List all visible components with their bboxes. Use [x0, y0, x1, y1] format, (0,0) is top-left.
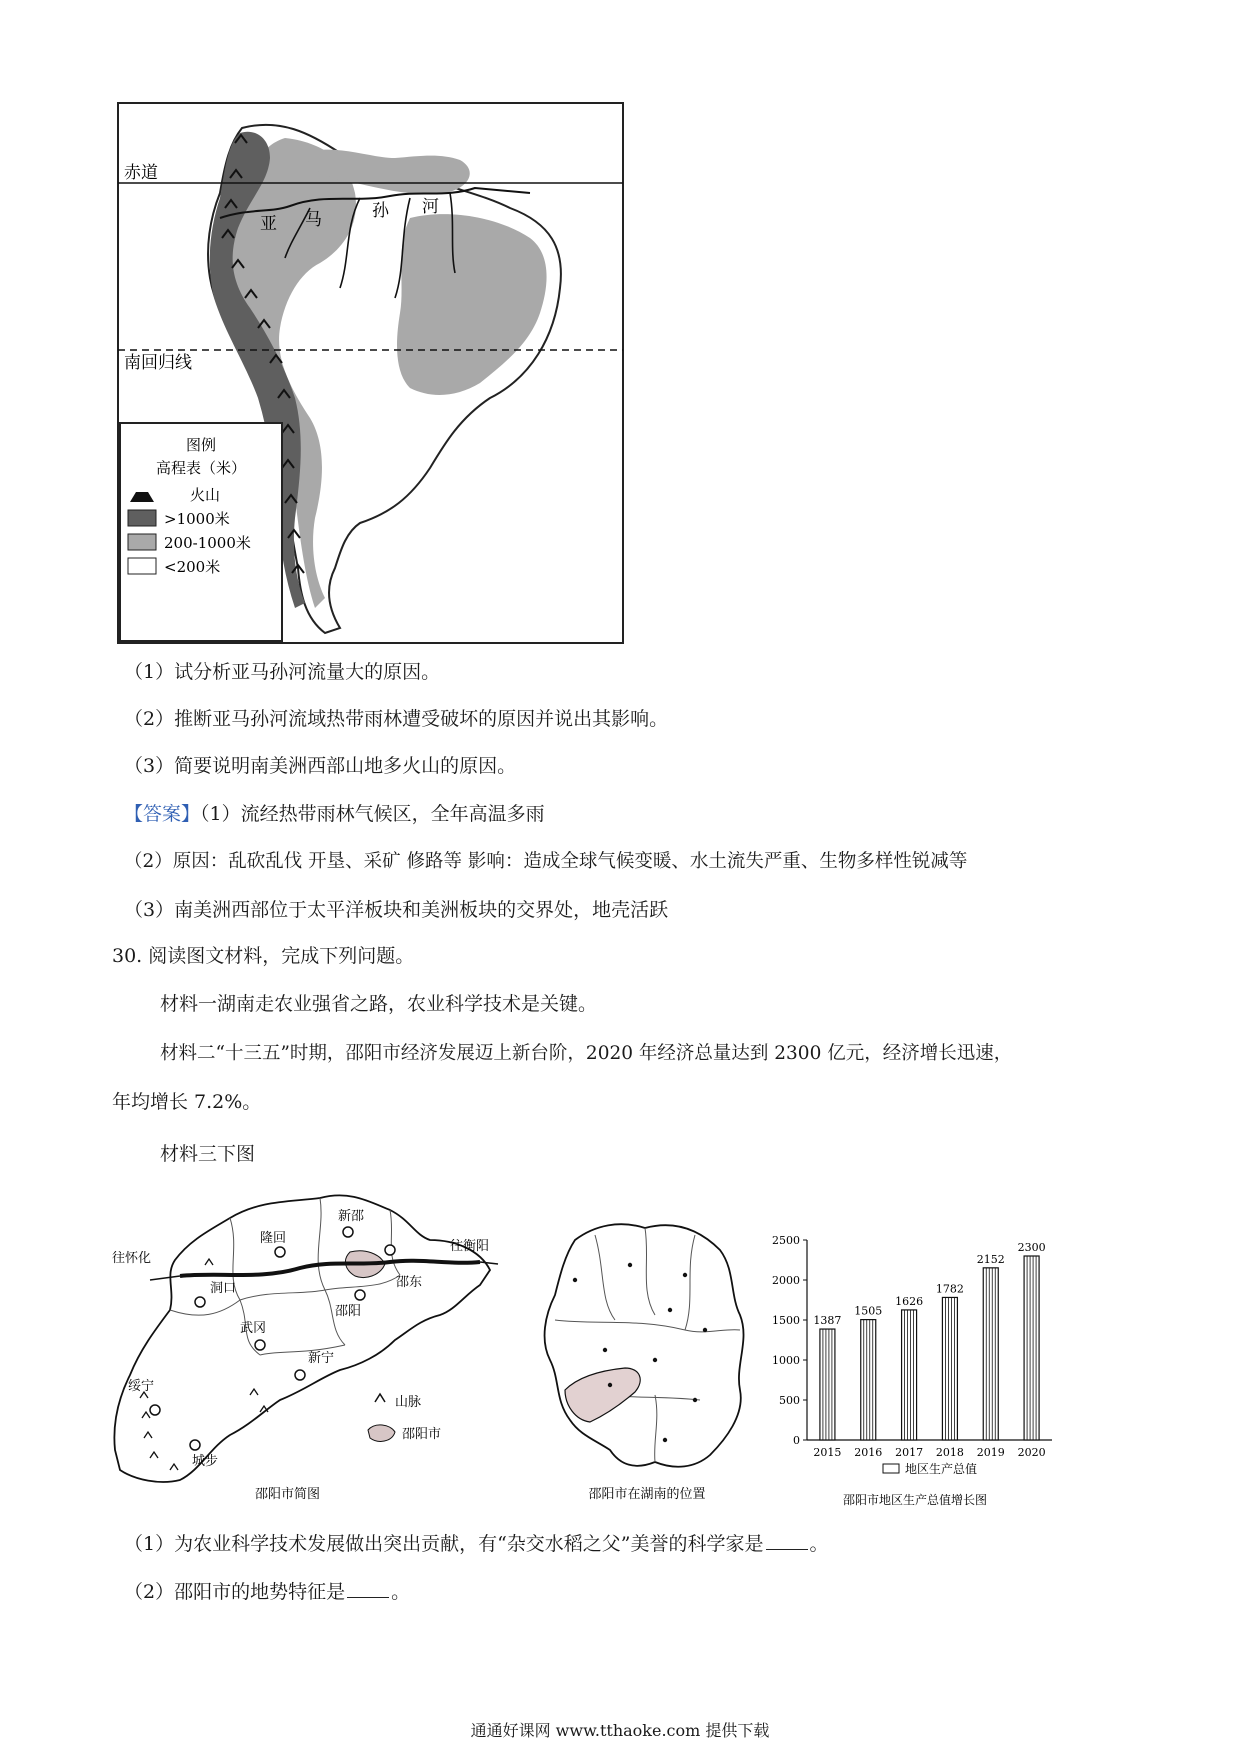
bar — [820, 1329, 835, 1440]
bar — [902, 1310, 917, 1440]
q30-material-3: 材料三下图 — [160, 1143, 256, 1165]
to-hengyang: 往衡阳 — [450, 1239, 490, 1254]
q30-material-2b: 年均增长 7.2%。 — [112, 1091, 262, 1113]
answer-29-line-2: （2）原因：乱砍乱伐 开垦、采矿 修路等 影响：造成全球气候变暖、水土流失严重、生物多样性锐减等 — [124, 851, 968, 872]
q30-stem: 30. 阅读图文材料，完成下列问题。 — [112, 945, 415, 967]
y-tick-label: 2000 — [772, 1274, 800, 1287]
q30-item-2 — [124, 1578, 410, 1606]
bar — [983, 1268, 998, 1440]
to-huaihua: 往怀化 — [112, 1251, 152, 1266]
legend-item-low: <200米 — [164, 558, 221, 576]
q29-item-3: （3）简要说明南美洲西部山地多火山的原因。 — [124, 755, 517, 777]
legend-item-volcano: 火山 — [190, 486, 221, 504]
bar-value-label: 2152 — [976, 1252, 1005, 1266]
legend-swatch-high — [128, 510, 156, 526]
answer-29-line-3: （3）南美洲西部位于太平洋板块和美洲板块的交界处，地壳活跃 — [124, 899, 669, 921]
legend-mountain: 山脉 — [395, 1395, 422, 1410]
q30-material-2a: 材料二“十三五”时期，邵阳市经济发展迈上新台阶，2020 年经济总量达到 2300 亿元，经济增长迅速， — [160, 1043, 1013, 1064]
city-region-icon — [368, 1425, 395, 1441]
legend-subtitle: 高程表（米） — [155, 459, 247, 477]
shaoyang-map-caption: 邵阳市简图 — [255, 1487, 321, 1502]
y-tick-label: 2500 — [772, 1234, 800, 1247]
place-wugang: 武冈 — [240, 1321, 267, 1336]
river-char-1: 亚 — [260, 214, 277, 234]
place-dongkou: 洞口 — [210, 1281, 237, 1296]
mountain-icon — [375, 1394, 385, 1402]
answer-tag: 【答案】 — [124, 803, 201, 825]
chart-legend: 地区生产总值 — [905, 1462, 978, 1476]
equator-label: 赤道 — [124, 163, 158, 183]
legend-item-high: >1000米 — [164, 510, 230, 528]
place-xinning: 新宁 — [308, 1351, 335, 1366]
chart-legend-swatch — [883, 1464, 899, 1473]
sa-map-legend — [120, 423, 282, 641]
gdp-bar-chart — [765, 1222, 1065, 1512]
y-tick-label: 500 — [779, 1394, 800, 1407]
shaoyang-map — [110, 1180, 500, 1508]
river-char-2: 马 — [305, 210, 322, 230]
x-tick-label: 2019 — [976, 1446, 1005, 1459]
q30-item-1-text: （1）为农业科学技术发展做出突出贡献，有“杂交水稻之父”美誉的科学家是 — [124, 1533, 764, 1555]
answer-29-line-1 — [124, 800, 545, 828]
tropic-label: 南回归线 — [124, 353, 192, 373]
chart-title: 邵阳市地区生产总值增长图 — [842, 1493, 988, 1507]
legend-item-mid: 200-1000米 — [164, 534, 251, 552]
y-tick-label: 1000 — [772, 1354, 800, 1367]
q29-item-2: （2）推断亚马孙河流域热带雨林遭受破坏的原因并说出其影响。 — [124, 708, 669, 730]
bar — [861, 1320, 876, 1440]
x-tick-label: 2018 — [935, 1446, 964, 1459]
x-tick-label: 2017 — [895, 1446, 924, 1459]
hunan-location-map — [535, 1200, 760, 1508]
x-tick-label: 2020 — [1017, 1446, 1046, 1459]
bar — [942, 1297, 957, 1440]
x-tick-label: 2015 — [813, 1446, 842, 1459]
bar-value-label: 1387 — [813, 1314, 842, 1328]
q30-item-2-text: （2）邵阳市的地势特征是 — [124, 1581, 346, 1603]
legend-swatch-mid — [128, 534, 156, 550]
river-char-4: 河 — [422, 197, 439, 217]
legend-city: 邵阳市 — [402, 1427, 442, 1442]
q29-item-1: （1）试分析亚马孙河流量大的原因。 — [124, 661, 441, 683]
q30-item-2-end: 。 — [391, 1581, 411, 1603]
bar — [1024, 1256, 1039, 1440]
place-longhui: 隆回 — [260, 1231, 287, 1246]
q30-item-1 — [124, 1530, 829, 1558]
place-xinshao: 新邵 — [338, 1209, 365, 1224]
page-footer: 通通好课网 www.tthaoke.com 提供下载 — [470, 1721, 770, 1740]
y-tick-label: 1500 — [772, 1314, 800, 1327]
x-tick-label: 2016 — [854, 1446, 883, 1459]
bar-value-label: 1626 — [895, 1294, 924, 1308]
river-char-3: 孙 — [372, 201, 389, 221]
place-shaoyang: 邵阳 — [335, 1304, 362, 1319]
legend-title: 图例 — [185, 436, 217, 454]
place-shaodong: 邵东 — [396, 1275, 423, 1290]
q30-item-1-end: 。 — [809, 1533, 829, 1555]
answer-blank-1[interactable] — [766, 1531, 808, 1550]
legend-swatch-low — [128, 558, 156, 574]
place-chengbu: 城步 — [192, 1454, 219, 1469]
y-tick-label: 0 — [793, 1434, 800, 1447]
place-suining: 绥宁 — [128, 1379, 155, 1394]
q30-material-1: 材料一湖南走农业强省之路，农业科学技术是关键。 — [160, 993, 598, 1015]
answer-29-a1: （1）流经热带雨林气候区，全年高温多雨 — [200, 803, 545, 825]
hunan-map-caption: 邵阳市在湖南的位置 — [588, 1487, 706, 1502]
south-america-map — [110, 98, 630, 648]
bar-value-label: 1782 — [935, 1282, 964, 1296]
answer-blank-2[interactable] — [347, 1579, 389, 1598]
bar-value-label: 1505 — [854, 1304, 883, 1318]
bar-value-label: 2300 — [1017, 1241, 1046, 1254]
